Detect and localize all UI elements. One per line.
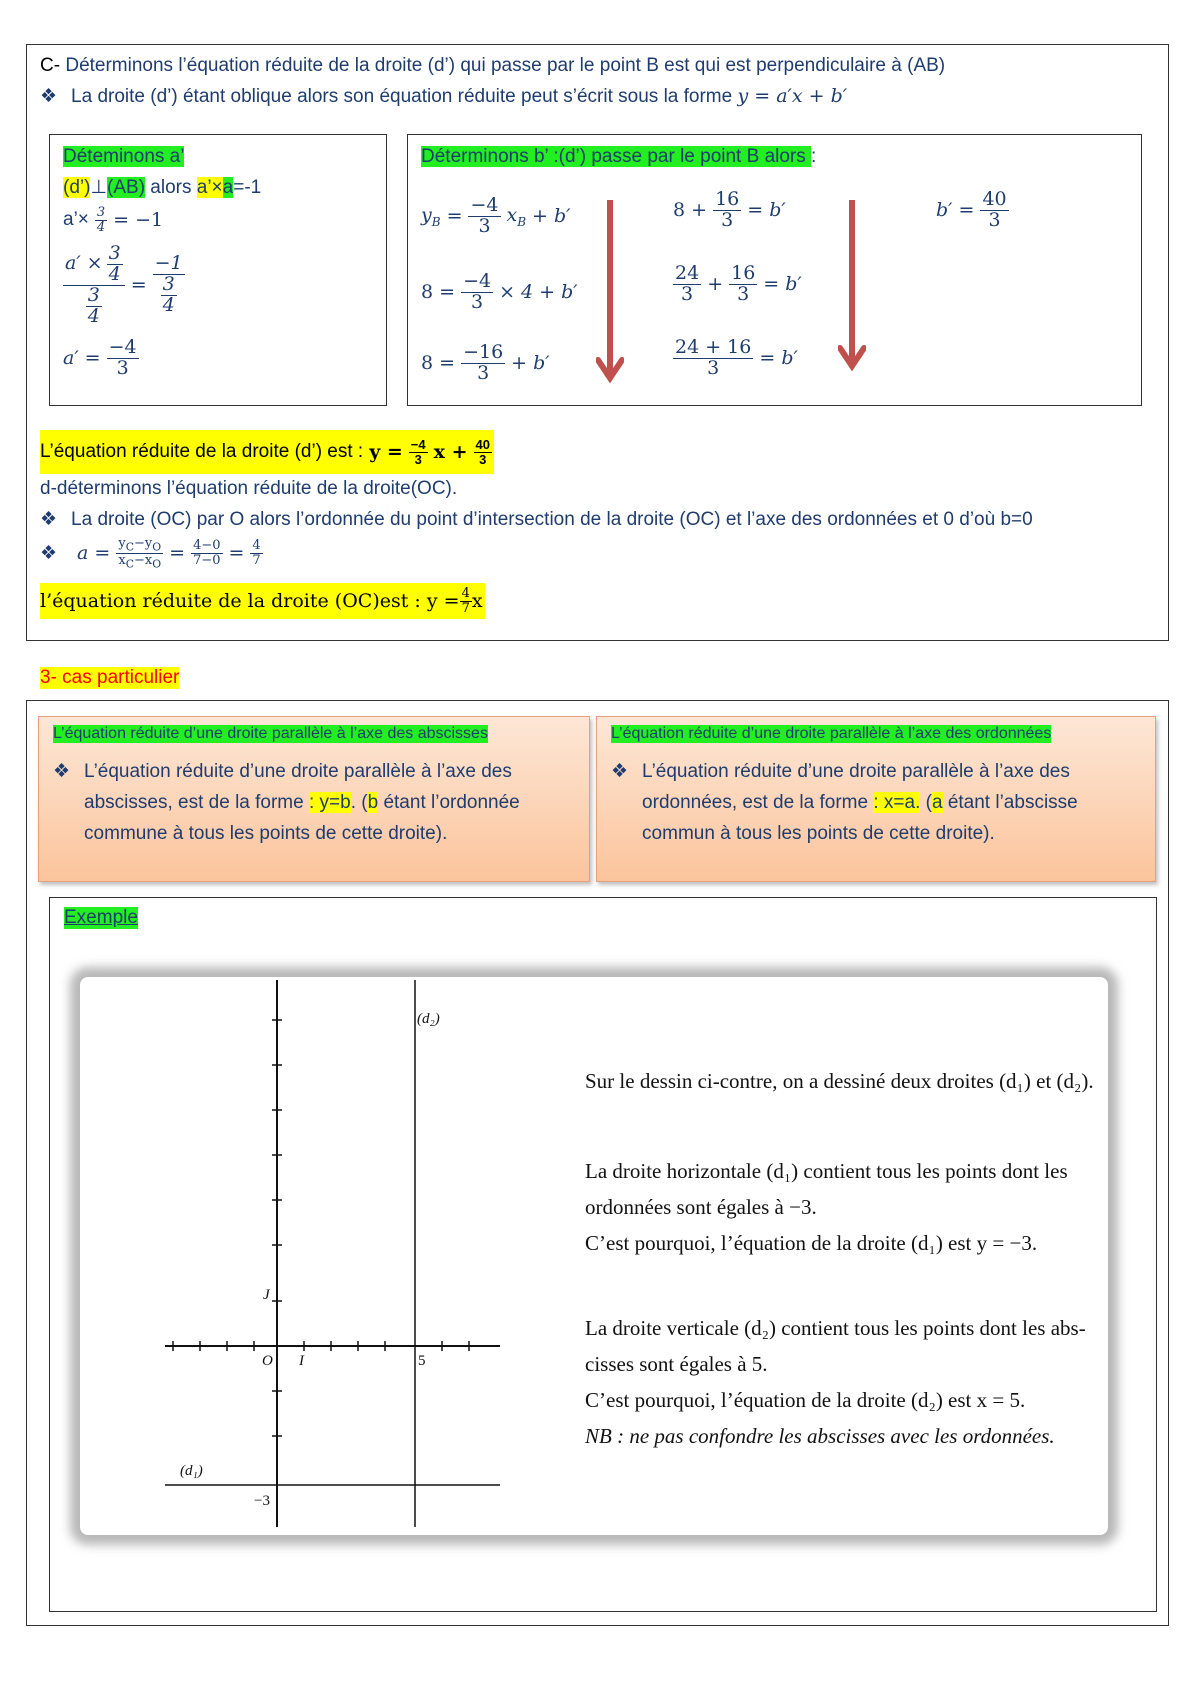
example-p3c: C’est pourquoi, l’équation de la droite (d₂) est x = 5.: [585, 1388, 1026, 1412]
box-a-heading: Déteminons a’: [63, 146, 185, 167]
card-right-text: ❖ L’équation réduite d’une droite parallèle à l’axe des ordonnées, est de la forme : x=a. (a étant l’abscisse commun à tous les points de cette droite).: [611, 756, 1143, 849]
label-d2: (d₂): [417, 1011, 440, 1027]
example-p3a: La droite verticale (d₂) contient tous les points dont les abs-: [585, 1316, 1086, 1340]
box-a-line4: a′ = $\frac{-4}{3}$: [63, 336, 137, 379]
box-b-c2-r1: 8 + $\frac{16}{3}$ = b′: [673, 188, 786, 231]
example-p2c: C’est pourquoi, l’équation de la droite (d₁) est y = −3.: [585, 1231, 1038, 1255]
example-p3b: cisses sont égales à 5.: [585, 1352, 768, 1376]
box-b-c1-r1: $y_B$ = $\frac{-4}{3}$ $x_B$ + b′: [421, 194, 571, 237]
box-b-c3: b′ = $\frac{40}{3}$: [936, 188, 1007, 231]
diamond-bullet-icon: ❖: [53, 761, 71, 782]
box-b-c2-r2: $\frac{24}{3}$ + $\frac{16}{3}$ = b′: [675, 262, 802, 305]
example-p2a: La droite horizontale (d₁) contient tous les points dont les: [585, 1159, 1068, 1183]
result-oc: l’équation réduite de la droite (OC)est : y = $\frac{4}{7}$ x: [40, 583, 485, 619]
example-p2b: ordonnées sont égales à −3.: [585, 1195, 817, 1219]
diamond-bullet-icon: ❖: [40, 509, 58, 530]
part-c-title: C- Déterminons l’équation réduite de la droite (d’) qui passe par le point B est qui est perpendiculaire à (AB): [40, 55, 946, 76]
part-d-bullet1: ❖ La droite (OC) par O alors l’ordonnée du point d’intersection de la droite (OC) et l’axe des ordonnées et 0 d’où b=0: [40, 509, 1033, 530]
section-3-title: 3- cas particulier: [40, 667, 180, 688]
box-b-c1-r2: 8 = $\frac{-4}{3}$ × 4 + b′: [421, 270, 578, 313]
box-a-line2: a’× $\frac{3}{4}$ = −1: [63, 205, 164, 235]
example-graph: [150, 975, 510, 1535]
box-b-heading: Déterminons b’ :(d’) passe par le point B alors :: [421, 146, 817, 167]
box-a-line3: a′ × $\frac{3}{4}$ $\frac{3}{4}$ = $\frac{-1}{\frac{3}{4}}$: [65, 242, 183, 327]
example-p1: Sur le dessin ci-contre, on a dessiné deux droites (d₁) et (d₂).: [585, 1069, 1094, 1093]
diamond-bullet-icon: ❖: [40, 542, 58, 564]
label-d1: (d₁): [180, 1463, 203, 1479]
label-minus3: −3: [254, 1493, 270, 1509]
down-arrow-icon: [838, 198, 866, 372]
down-arrow-icon: [596, 198, 624, 384]
example-heading: Exemple: [64, 907, 138, 928]
part-d-title: d-déterminons l’équation réduite de la droite(OC).: [40, 478, 458, 499]
part-d-slope-formula: ❖ a = $\frac{y_C-y_O}{x_C-x_O}$ = $\frac{4-0}{7-0}$ = $\frac{4}{7}$: [40, 536, 261, 571]
result-d-prime: L’équation réduite de la droite (d’) est : y = $\frac{-4}{3}$ x + $\frac{40}{3}$: [40, 430, 494, 474]
card-left-text: ❖ L’équation réduite d’une droite parallèle à l’axe des abscisses, est de la forme : y=b. (b étant l’ordonnée commune à tous les points de cette droite).: [53, 756, 577, 849]
part-c-bullet: ❖ La droite (d’) étant oblique alors son équation réduite peut s’écrit sous la forme y = a′x + b′: [40, 85, 848, 107]
card-horizontal-line: L’équation réduite d’une droite parallèle à l’axe des abscisses ❖ L’équation réduite d’une droite parallèle à l’axe des abscisses, est de la forme : y=b. (b étant l’ordonnée commune à tous les points de cette droite).: [38, 716, 590, 882]
box-a-line1: (d’)⊥(AB) alors a’×a=-1: [63, 177, 262, 198]
example-p3d: NB : ne pas confondre les abscisses avec les ordonnées.: [585, 1424, 1055, 1448]
label-i: I: [299, 1353, 304, 1369]
box-b-c1-r3: 8 = $\frac{-16}{3}$ + b′: [421, 341, 550, 384]
label-j: J: [263, 1287, 270, 1303]
diamond-bullet-icon: ❖: [40, 86, 58, 107]
card-vertical-line: L’équation réduite d’une droite parallèle à l’axe des ordonnées ❖ L’équation réduite d’une droite parallèle à l’axe des ordonnées, est de la forme : x=a. (a étant l’abscisse commun à tous les points de cette droite).: [596, 716, 1156, 882]
label-5: 5: [418, 1353, 426, 1369]
diamond-bullet-icon: ❖: [611, 761, 629, 782]
label-o: O: [262, 1353, 273, 1369]
box-b-c2-r3: $\frac{24 + 16}{3}$ = b′: [675, 336, 798, 379]
